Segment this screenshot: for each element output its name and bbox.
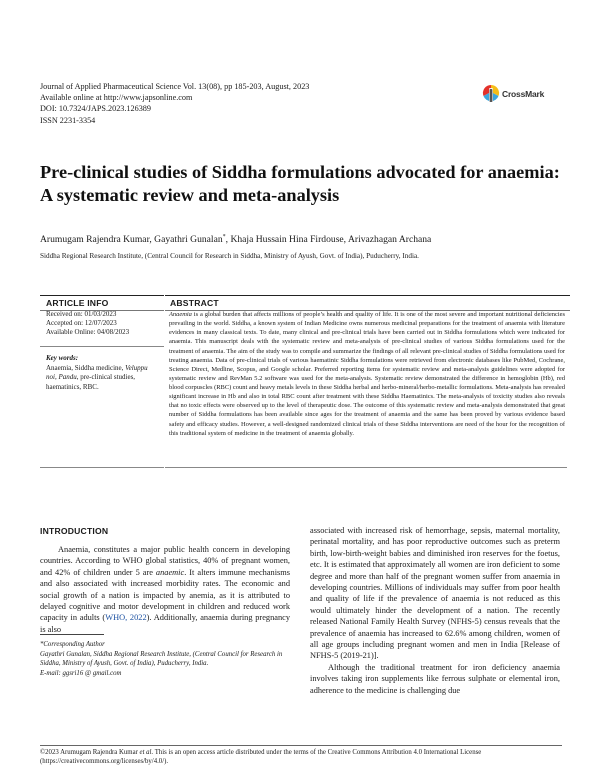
article-info-heading: ARTICLE INFO xyxy=(40,295,164,311)
abstract-body: Anaemia is a global burden that affects millions of people’s health and quality of life. It is one of the most severe and important nutritional deficiencies prevailing in the world. Siddha, a known system of Indian Medicine owns numerous medicinal preparations for the treatment of anaemia with literature evidences in many classical texts. To date, many clinical and pre-clinical trials have been carried out in Siddha formulations which were indicated for anaemia. This manuscript deals with the systematic review and meta-analysis of pre-clinical studies of various Siddha formulations used for the treatment of anaemia. The aim of the study was to compile and summarize the findings of all relevant pre-clinical studies of Siddha formulations used for treating anaemia. Data of pre-clinical trials of various haematinic Siddha formulations were retrieved from electronic databases like PubMed, Cochrane, Science Direct, Medline, Scopus, and Google scholar. Preferred reporting items for systematic review and meta-analysis guidelines were adopted for systematic review and RevMan 5.2 software was used for the meta-analysis. Systematic review demonstrated the difference in hemoglobin (Hb), red blood corpuscles (RBC) count and heavy metals levels in these Siddha herbal and herbo-mineral/herbo-metallic formulations. Meta-analysis has revealed significant increase in Hb and also in total RBC count after treatment with these Siddha Haematinics. The meta-analysis of toxicity studies also reveals that no toxic effects were observed up to the level of therapeutic dose. The outcome of this systematic review and meta-analysis demonstrated that great number of Siddha formulations has been available since ages for the treatment of anaemia and the same has been proved by various evidence based safety and efficacy studies. However, a well-designed randomized clinical trials of these Siddha interventions are need of the hour for the recognition of this traditional system of medicine in the treatment of anaemia globally. xyxy=(169,311,565,437)
title-line-2: A systematic review and meta-analysis xyxy=(40,184,340,205)
corresponding-email[interactable]: E-mail: ggsri16 @ gmail.com xyxy=(40,669,122,677)
intro-paragraph-continued: associated with increased risk of hemorrhage, sepsis, maternal mortality, perinatal mortality, and has poor reproductive outcomes such as preterm birth, low-birth-weight babies and diminished iron reserves for the foetus, etc. It is estimated that approximately all women are iron deficient to some degree and more than half of the pregnant women suffer from anaemia in developing countries. Millions of individuals may suffer from poor health and quality of life if the prevalence of anaemia is not reduced as this would ultimately hinder the development of a nation. The recently released National Family Health Survey (NFHS-5) census reveals that the prevalence of anaemia has increased to 62.6% among children, women of all age groups including pregnant women and men in India [Release of NFHS-5 (2019-21)]. xyxy=(310,526,560,661)
corresponding-details: Gayathri Gunalan, Siddha Regional Research Institute, (Central Council for Research in Siddha, Ministry of Ayush, Govt. of India), Puducherry, India. xyxy=(40,650,283,668)
intro-left-column xyxy=(40,544,290,635)
crossmark-badge[interactable] xyxy=(482,84,554,106)
author-list: Arumugam Rajendra Kumar, Gayathri Gunalan*, Khaja Hussain Hina Firdouse, Arivazhagan Archana xyxy=(40,234,432,246)
accepted-date: Accepted on: 12/07/2023 xyxy=(46,319,117,328)
keywords: Anaemia, Siddha medicine, Veluppu noi, Pandu, pre-clinical studies, haematinics, RBC. xyxy=(46,364,148,391)
doi[interactable]: DOI: 10.7324/JAPS.2023.126389 xyxy=(40,104,151,114)
issn: ISSN 2231-3354 xyxy=(40,115,96,125)
intro-paragraph-1: Anaemia, constitutes a major public health concern in developing countries. According to WHO global statistics, 40% of pregnant women, and 42% of children under 5 are anaemic. It alters immune mechanisms and also associated with increased morbidity rates. The economic and social growth of a nation is impacted by anemia, as it is attributed to delayed cognitive and motor development in children and reduced work capacity in adults (WHO, 2022). Additionally, anaemia during pregnancy is also xyxy=(40,545,291,634)
intro-paragraph-2: Although the traditional treatment for iron deficiency anaemia involves taking iron supplements like ferrous sulphate or elemental iron, adherence to the medicine is challenging due xyxy=(310,662,560,695)
title-line-1: Pre-clinical studies of Siddha formulations advocated for anaemia: xyxy=(40,162,560,182)
corresponding-author xyxy=(40,640,290,678)
article-title xyxy=(40,161,570,206)
info-divider xyxy=(40,346,164,347)
keywords-label: Key words: xyxy=(46,354,79,362)
introduction-heading: INTRODUCTION xyxy=(40,526,109,536)
journal-citation: Journal of Applied Pharmaceutical Science Vol. 13(08), pp 185-203, August, 2023 xyxy=(40,82,310,91)
copyright-notice: ©2023 Arumugam Rajendra Kumar et al. This is an open access article distributed under the terms of the Creative Commons Attribution 4.0 International License (https://creativecommons.org/licenses/by/4.0/). xyxy=(40,749,482,765)
who-citation-link[interactable]: WHO, 2022 xyxy=(105,613,147,623)
info-bottom-rule xyxy=(40,467,164,468)
received-date: Received on: 01/03/2023 xyxy=(46,310,117,318)
crossmark-icon xyxy=(482,84,500,104)
affiliation: Siddha Regional Research Institute, (Central Council for Research in Siddha, Ministry of Ayush, Govt. of India), Puducherry, India. xyxy=(40,252,419,260)
abstract-bottom-rule xyxy=(165,467,567,468)
article-dates xyxy=(46,310,129,338)
corresponding-label: *Corresponding Author xyxy=(40,641,105,648)
corresponding-marker: * xyxy=(222,234,226,240)
journal-availability: Available online at http://www.japsonline.com xyxy=(40,93,193,103)
crossmark-label: CrossMark xyxy=(502,89,545,99)
abstract-heading: ABSTRACT xyxy=(165,295,570,311)
journal-url-link[interactable]: http://www.japsonline.com xyxy=(103,93,193,103)
footnote-rule xyxy=(40,634,104,635)
footer-rule xyxy=(40,745,562,746)
intro-right-column xyxy=(310,525,560,696)
available-date: Available Online: 04/08/2023 xyxy=(46,328,130,337)
journal-info xyxy=(40,81,309,126)
